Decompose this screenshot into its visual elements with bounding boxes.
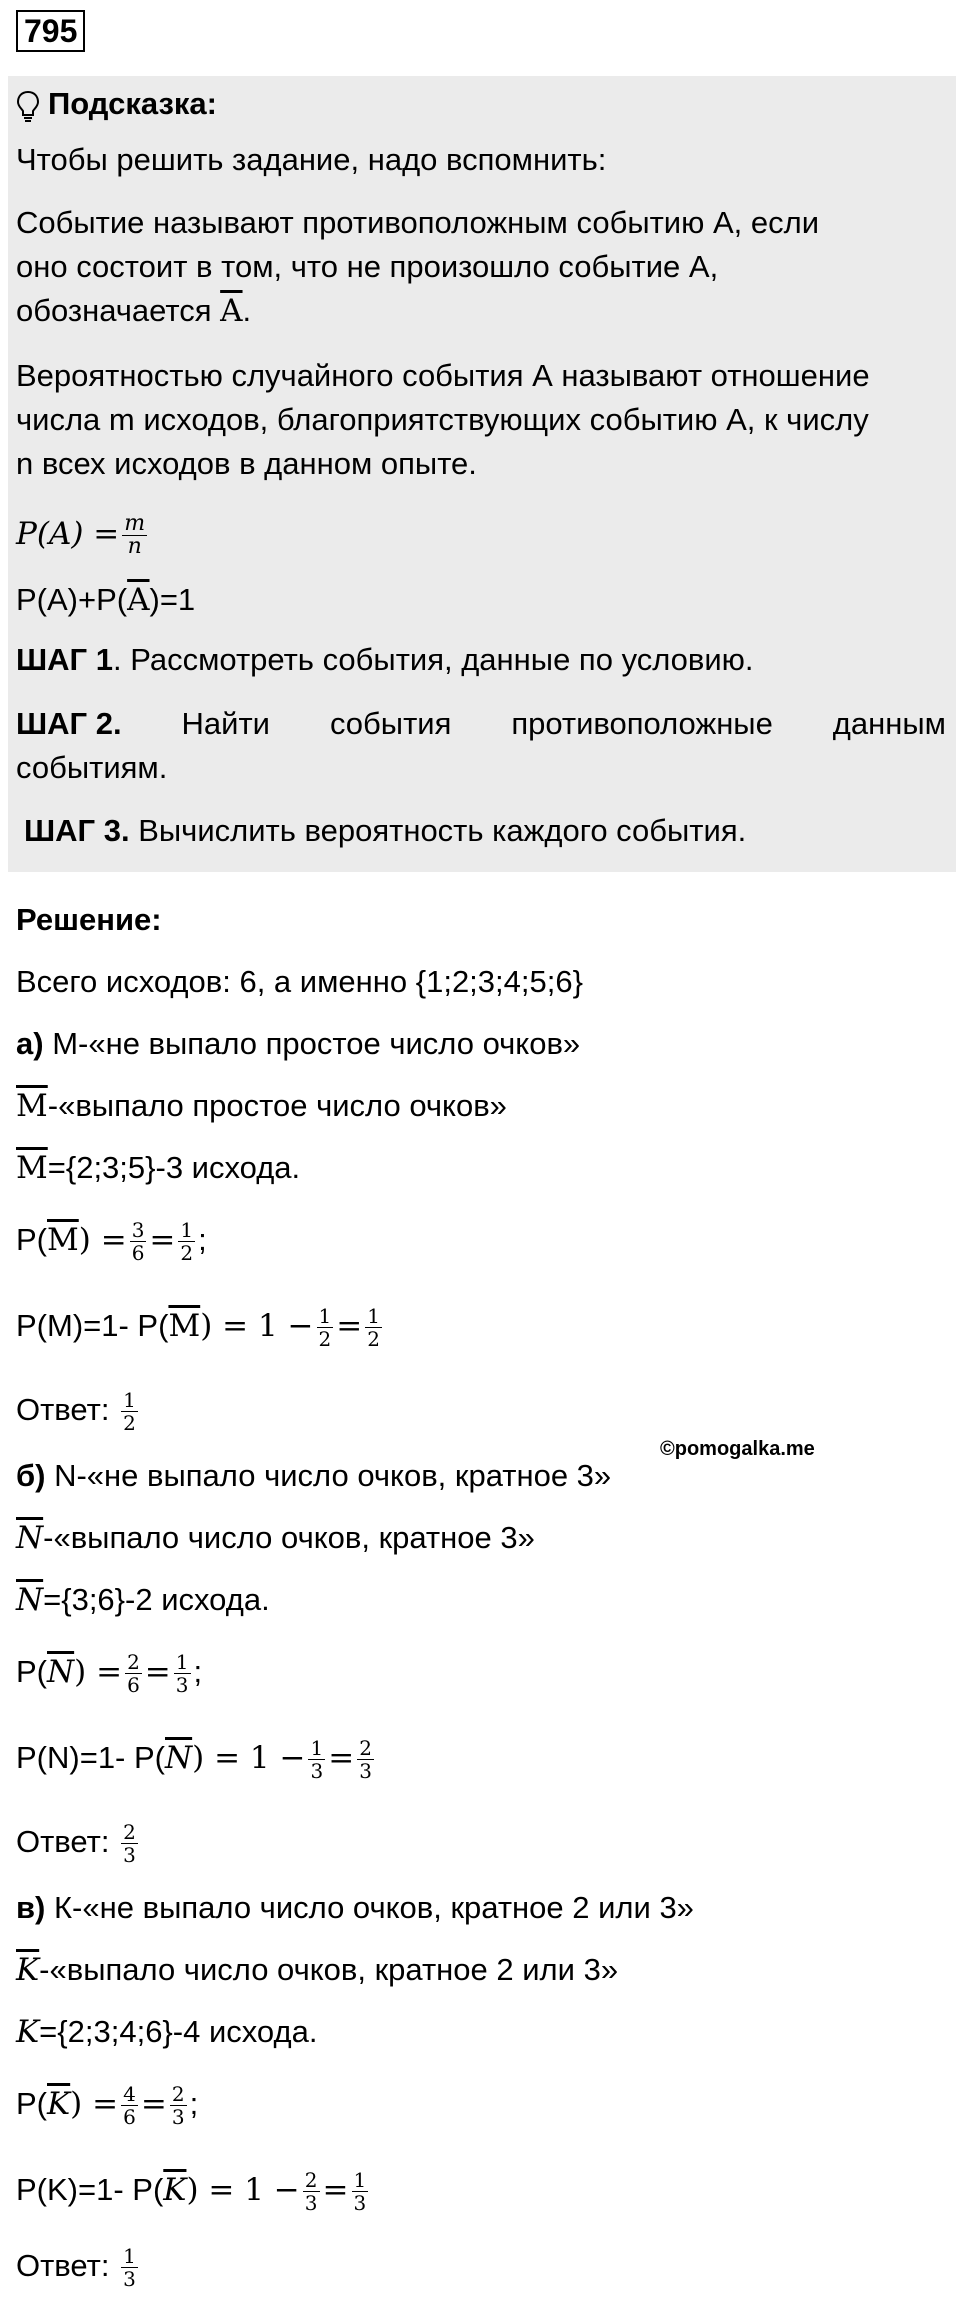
complement-symbol: $\overline{A}$ bbox=[220, 293, 243, 329]
def2-line3: n всех исходов в данном опыте. bbox=[16, 446, 477, 481]
step-1: ШАГ 1. Рассмотреть события, данные по условию. bbox=[16, 642, 754, 677]
task-number: 795 bbox=[16, 10, 85, 52]
part-c-prob: $P(\overline{K})$ = $\frac{4}{6}$ = $\frac{2}{3}$ ; bbox=[16, 2082, 199, 2130]
def2-line1: Вероятностью случайного события А называют отношение bbox=[16, 358, 870, 393]
def2-line2: числа m исходов, благоприятствующих событию А, к числу bbox=[16, 402, 869, 437]
part-a-complement: P(M)=1- $P(\overline{M}) = 1$ − $\frac{1}{2}$ = $\frac{1}{2}$ bbox=[16, 1304, 380, 1352]
hint-title: Подсказка: bbox=[16, 82, 217, 126]
hint-box bbox=[8, 76, 956, 872]
hint-intro: Чтобы решить задание, надо вспомнить: bbox=[16, 142, 607, 177]
part-a-set: $\overline{M}=\{2;3;5\}-3$ исхода. bbox=[16, 1150, 301, 1186]
part-c-complement: P(K)=1- $P(\overline{K}) = 1$ − $\frac{2}{3}$ = $\frac{1}{3}$ bbox=[16, 2168, 367, 2216]
probability-formula: P(A) = $\frac{m}{n}$ bbox=[16, 511, 146, 560]
part-a-opposite: $\overline{M}-«выпало$ простое число очков» bbox=[16, 1088, 507, 1124]
step-2-line1: ШАГ 2. Найти события противоположные данным bbox=[16, 706, 946, 741]
total-outcomes: Всего исходов: 6, а именно {1;2;3;4;5;6} bbox=[16, 964, 583, 999]
solution-title: Решение: bbox=[16, 902, 162, 937]
watermark: ©pomogalka.me bbox=[660, 1438, 815, 1460]
part-c-set: K={2;3;4;6}-4 исхода. bbox=[16, 2014, 318, 2050]
step-3: ШАГ 3. Вычислить вероятность каждого события. bbox=[24, 813, 747, 848]
sum-formula: $P(A)+P(\overline{A})=1$ bbox=[16, 582, 196, 618]
part-b-event: б) N-«не выпало число очков, кратное 3» bbox=[16, 1458, 612, 1493]
part-b-opposite: $\overline{N}-«выпало$ число очков, кратное 3» bbox=[16, 1520, 535, 1556]
part-b-prob: $P(\overline{N})$ = $\frac{2}{6}$ = $\frac{1}{3}$ ; bbox=[16, 1650, 203, 1698]
part-b-set: $\overline{N}=\{3;6\}-2$ исхода. bbox=[16, 1582, 270, 1618]
part-b-answer: Ответ: $\frac{2}{3}$ bbox=[16, 1820, 136, 1868]
part-c-opposite: $\overline{K}-«выпало$ число очков, кратное 2 или 3» bbox=[16, 1952, 619, 1988]
def1-line1: Событие называют противоположным событию А, если bbox=[16, 205, 820, 240]
def1-line2: оно состоит в том, что не произошло событие А, bbox=[16, 249, 719, 284]
step-2-line2: событиям. bbox=[16, 750, 168, 785]
part-c-event: в) К-«не выпало число очков, кратное 2 или 3» bbox=[16, 1890, 694, 1925]
lightbulb-icon bbox=[16, 90, 40, 122]
part-b-complement: P(N)=1- $P(\overline{N}) = 1$ − $\frac{1}{3}$ = $\frac{2}{3}$ bbox=[16, 1736, 372, 1784]
def1-line3: обозначается $\overline{A}$. bbox=[16, 293, 252, 329]
part-c-answer: Ответ: $\frac{1}{3}$ bbox=[16, 2244, 136, 2292]
part-a-prob: $P(\overline{M})$ = $\frac{3}{6}$ = $\frac{1}{2}$ ; bbox=[16, 1218, 207, 1266]
part-a-answer: Ответ: $\frac{1}{2}$ bbox=[16, 1388, 136, 1436]
part-a-event: а) М-«не выпало простое число очков» bbox=[16, 1026, 581, 1061]
